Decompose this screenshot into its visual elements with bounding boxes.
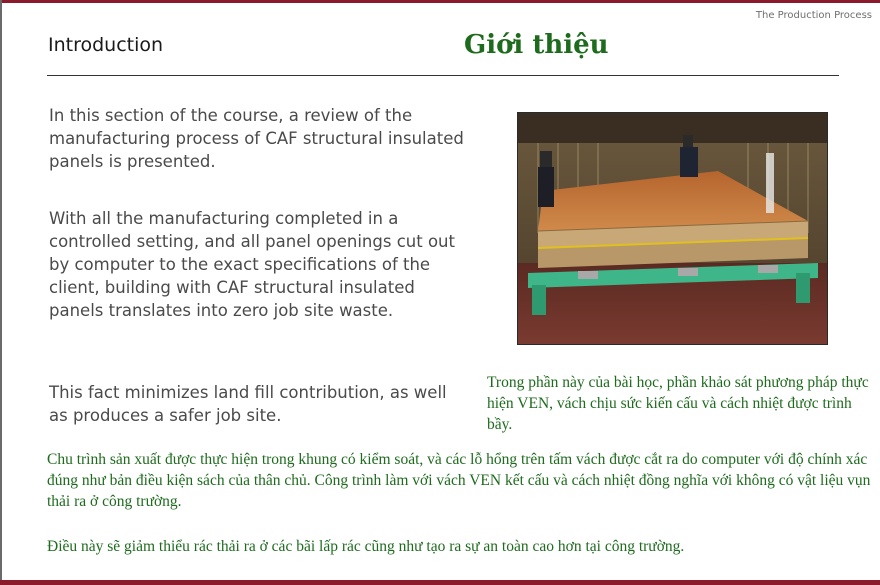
top-border (0, 0, 880, 3)
vietnamese-paragraph-2: Điều này sẽ giảm thiểu rác thải ra ở các bãi lấp rác cũng như tạo ra sự an toàn cao hơn tại công trường. (47, 538, 685, 555)
left-border (0, 0, 2, 585)
english-paragraph-1: In this section of the course, a review of the manufacturing process of CAF structural insulated panels is presented. (49, 106, 464, 171)
page-title-english: Introduction (48, 34, 164, 56)
factory-panel-photo (517, 112, 828, 345)
section-tag: The Production Process (755, 10, 872, 21)
page-title-vietnamese: Giới thiệu (464, 30, 609, 60)
english-paragraph-3: This fact minimizes land fill contribution, as well as produces a safer job site. (49, 383, 447, 425)
vietnamese-paragraph-1: Chu trình sản xuất được thực hiện trong khung có kiểm soát, và các lỗ hổng trên tấm vách được cắt ra do computer với độ chính xác đúng như bản điều kiện sách của thân chủ. Công trình làm với vách VEN kết cấu và cách nhiệt đồng nghĩa với không có vật liệu vụn thải ra ở công trường. (47, 451, 871, 510)
vietnamese-intro-paragraph: Trong phần này của bài học, phần khảo sát phương pháp thực hiện VEN, vách chịu sức kiến cấu và cách nhiệt được trình bầy. (487, 374, 869, 433)
english-paragraph-2: With all the manufacturing completed in a controlled setting, and all panel openings cut out by computer to the exact specifications of the client, building with CAF structural insulated panels translates into zero job site waste. (49, 209, 455, 320)
bottom-border (0, 580, 880, 585)
title-divider (47, 75, 839, 76)
